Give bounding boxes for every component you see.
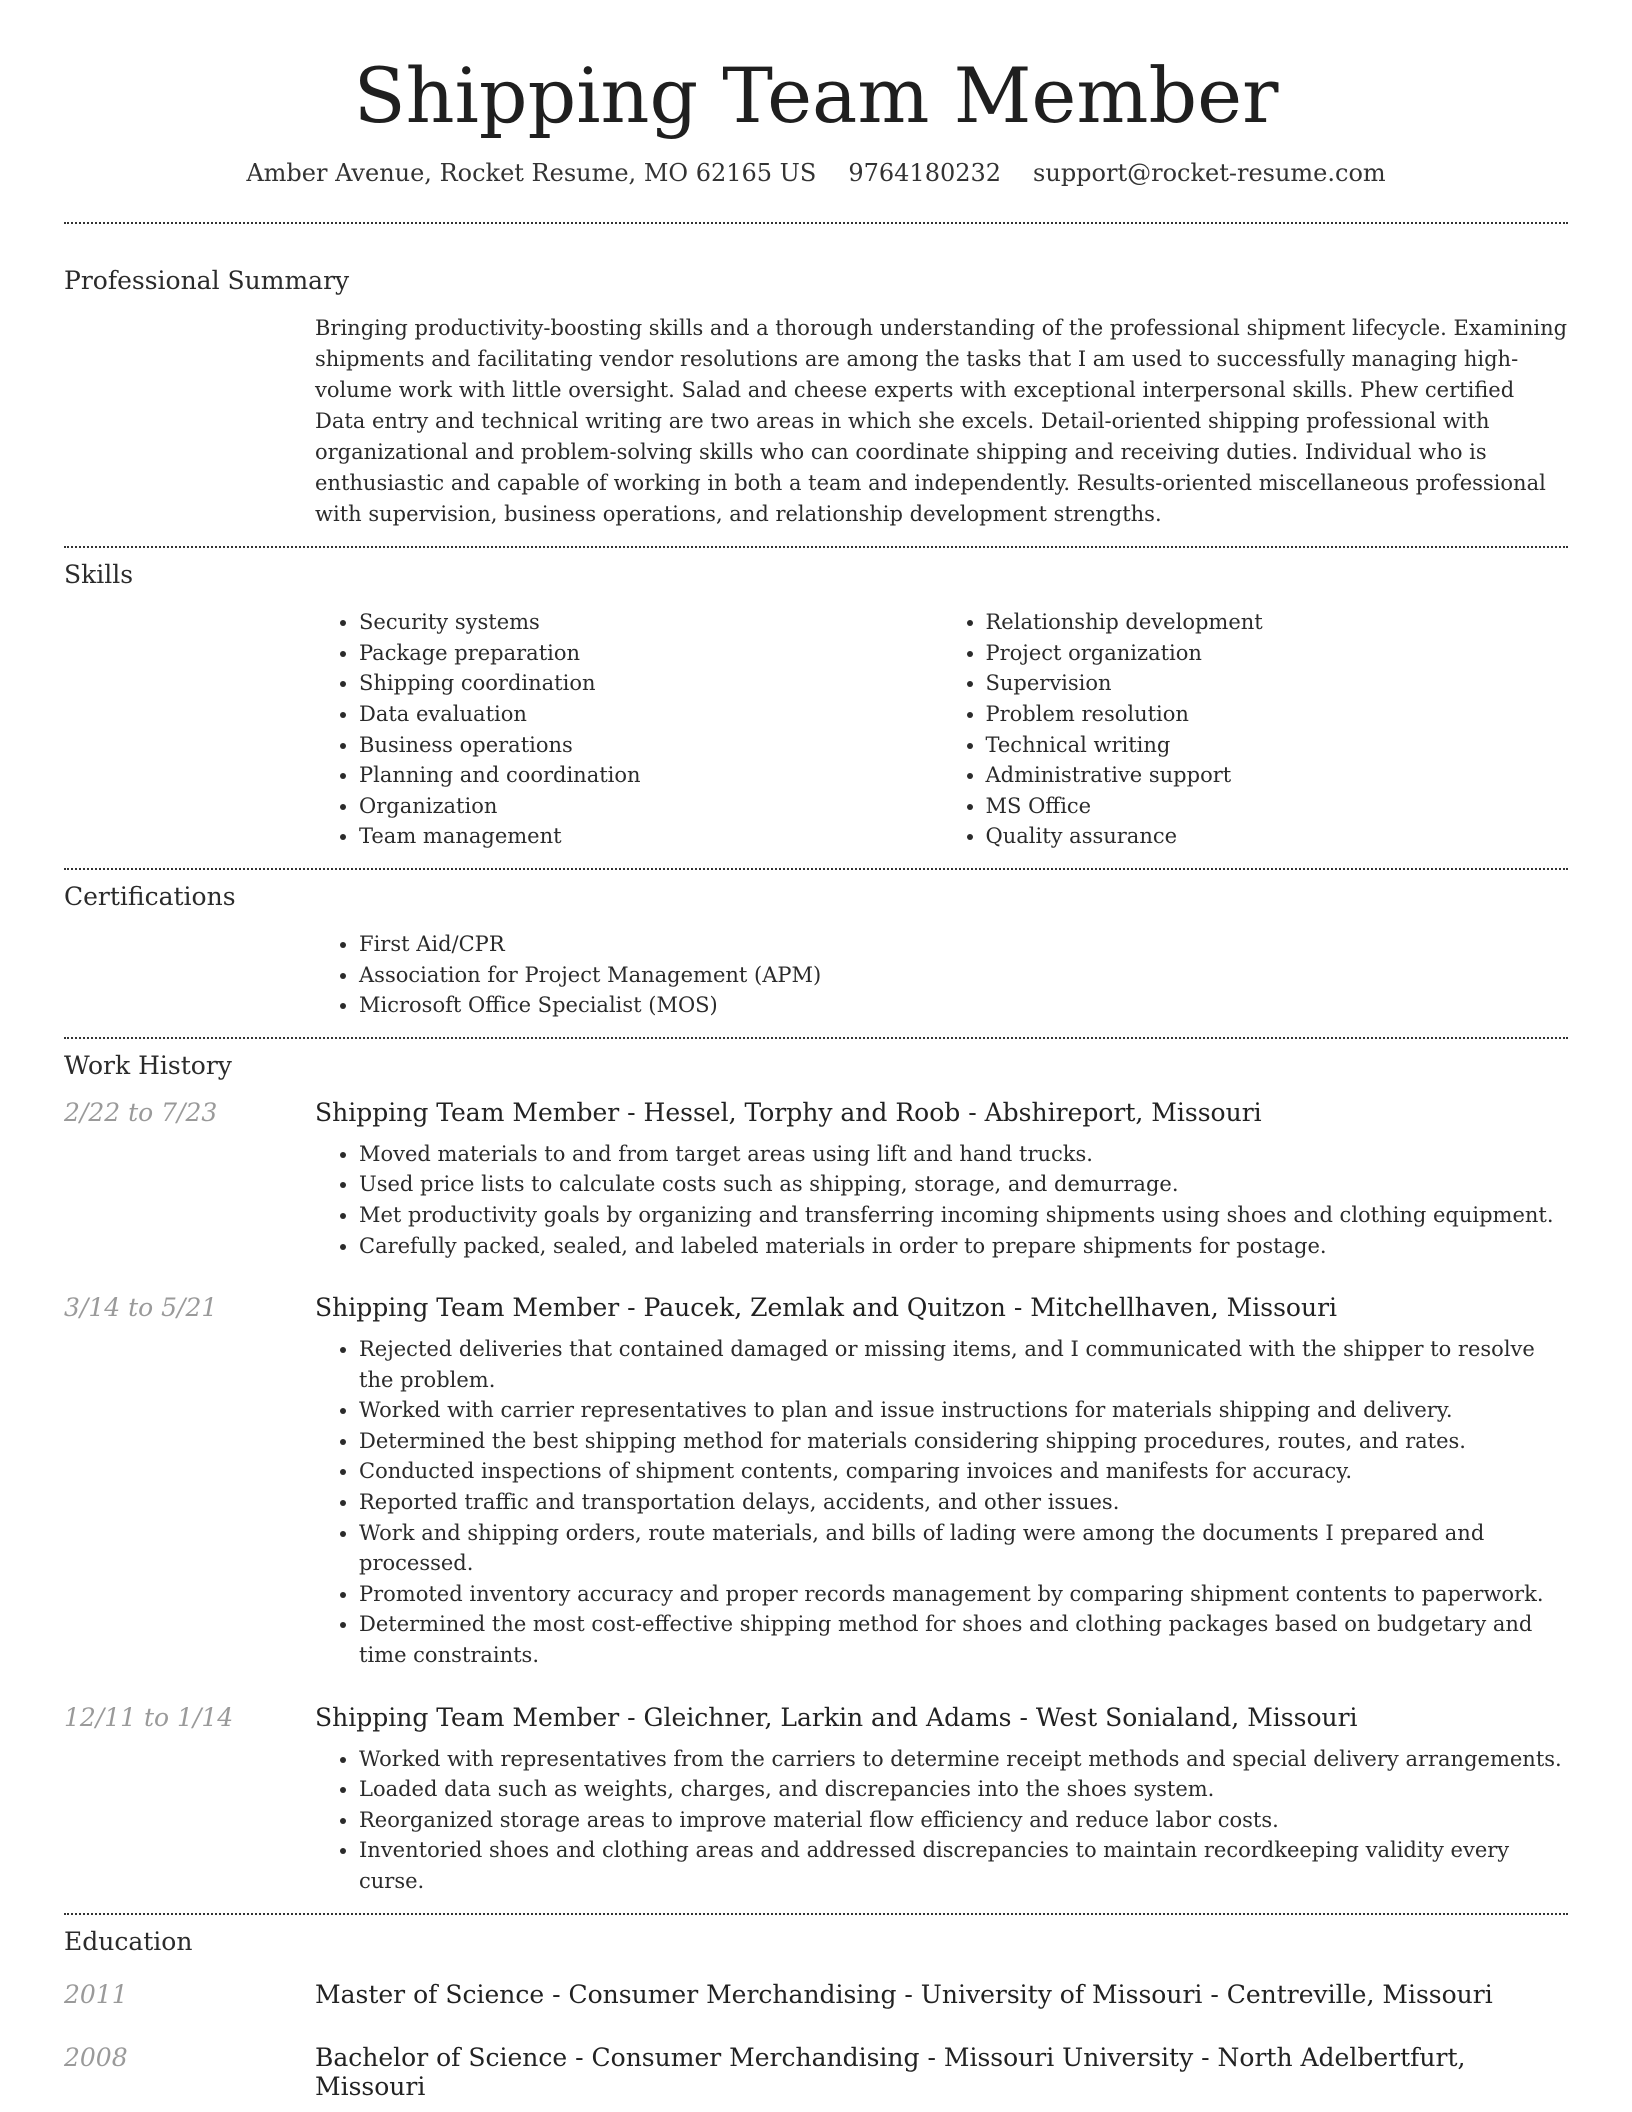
skill-item: • Package preparation [359, 638, 942, 669]
section-title-work: Work History [64, 1050, 232, 1080]
skill-item: • Shipping coordination [359, 668, 942, 699]
job-bullet: • Moved materials to and from target areas using lift and hand trucks. [359, 1139, 1568, 1170]
skill-item: • Relationship development [986, 607, 1569, 638]
job-dates: 12/11 to 1/14 [64, 1702, 234, 1732]
summary-body [315, 313, 1568, 530]
section-title-certifications: Certifications [64, 881, 236, 911]
education-section [64, 1927, 1568, 2101]
divider [64, 222, 1568, 224]
certifications-body [315, 929, 1568, 1021]
job-title: Shipping Team Member - Gleichner, Larkin and Adams - West Sonialand, Missouri [315, 1702, 1358, 1732]
job-entry [64, 1293, 1568, 1671]
certifications-list [315, 929, 1568, 1021]
job-bullet: • Worked with carrier representatives to plan and issue instructions for materials shipping and delivery. [359, 1395, 1568, 1426]
education-entry [64, 2043, 1568, 2101]
certifications-section [64, 882, 1568, 1021]
job-entry [64, 1703, 1568, 1897]
summary-section [64, 266, 1568, 530]
job-dates: 2/22 to 7/23 [64, 1097, 218, 1127]
skills-section [64, 560, 1568, 852]
job-header [64, 1293, 1568, 1322]
skill-item: • MS Office [986, 791, 1569, 822]
divider [64, 546, 1568, 548]
skills-list-left [315, 607, 942, 852]
skill-item: • Quality assurance [986, 821, 1569, 852]
job-bullet-list [315, 1139, 1568, 1261]
divider [64, 868, 1568, 870]
certification-item: • Microsoft Office Specialist (MOS) [359, 990, 1568, 1021]
certification-item: • First Aid/CPR [359, 929, 1568, 960]
section-title-skills: Skills [64, 560, 134, 590]
skill-item: • Technical writing [986, 730, 1569, 761]
job-entry [64, 1098, 1568, 1261]
job-bullet-list [315, 1334, 1568, 1671]
skill-item: • Security systems [359, 607, 942, 638]
email: support@rocket-resume.com [1033, 159, 1386, 188]
job-header [64, 1098, 1568, 1127]
job-bullet: • Met productivity goals by organizing and transferring incoming shipments using shoes and clothing equipment. [359, 1200, 1568, 1231]
job-bullets [315, 1334, 1568, 1671]
job-header [64, 1703, 1568, 1732]
education-year: 2011 [64, 1979, 128, 2009]
skill-item: • Problem resolution [986, 699, 1569, 730]
job-bullet: • Reported traffic and transportation delays, accidents, and other issues. [359, 1487, 1568, 1518]
job-bullet: • Determined the most cost-effective shipping method for shoes and clothing packages based on budgetary and time constraints. [359, 1609, 1568, 1670]
certification-item: • Association for Project Management (APM) [359, 960, 1568, 991]
job-bullet: • Used price lists to calculate costs such as shipping, storage, and demurrage. [359, 1169, 1568, 1200]
job-bullet: • Work and shipping orders, route materials, and bills of lading were among the documents I prepared and processed. [359, 1518, 1568, 1579]
skill-item: • Team management [359, 821, 942, 852]
education-title: Master of Science - Consumer Merchandising - University of Missouri - Centreville, Missouri [315, 1979, 1493, 2009]
job-bullet: • Promoted inventory accuracy and proper records management by comparing shipment contents to paperwork. [359, 1579, 1568, 1610]
job-bullet: • Determined the best shipping method for materials considering shipping procedures, routes, and rates. [359, 1426, 1568, 1457]
skill-item: • Organization [359, 791, 942, 822]
summary-text: Bringing productivity-boosting skills and a thorough understanding of the professional shipment lifecycle. Examining shipments and facilitating vendor resolutions are among the tasks that I am used to successfully managing high-volume work with little oversight. Salad and cheese experts with exceptional interpersonal skills. Phew certified Data entry and technical writing are two areas in which she excels. Detail-oriented shipping professional with organizational and problem-solving skills who can coordinate shipping and receiving duties. Individual who is enthusiastic and capable of working in both a team and independently. Results-oriented miscellaneous professional with supervision, business operations, and relationship development strengths. [315, 316, 1568, 527]
job-title: Shipping Team Member - Paucek, Zemlak and Quitzon - Mitchellhaven, Missouri [315, 1293, 1338, 1323]
skill-item: • Supervision [986, 668, 1569, 699]
job-bullet: • Carefully packed, sealed, and labeled materials in order to prepare shipments for postage. [359, 1231, 1568, 1262]
education-entry [64, 1980, 1568, 2009]
skill-item: • Business operations [359, 730, 942, 761]
address: Amber Avenue, Rocket Resume, MO 62165 US [246, 159, 817, 188]
contact-line [64, 159, 1568, 187]
job-bullet-list [315, 1744, 1568, 1897]
job-bullets [315, 1744, 1568, 1897]
phone: 9764180232 [848, 159, 1002, 188]
job-bullet: • Rejected deliveries that contained damaged or missing items, and I communicated with the shipper to resolve the problem. [359, 1334, 1568, 1395]
section-title-education: Education [64, 1926, 193, 1956]
job-bullet: • Loaded data such as weights, charges, and discrepancies into the shoes system. [359, 1774, 1568, 1805]
job-bullet: • Reorganized storage areas to improve material flow efficiency and reduce labor costs. [359, 1805, 1568, 1836]
skill-item: • Data evaluation [359, 699, 942, 730]
divider [64, 1037, 1568, 1039]
resume-header [64, 0, 1568, 187]
job-bullets [315, 1139, 1568, 1261]
job-bullet: • Worked with representatives from the carriers to determine receipt methods and special delivery arrangements. [359, 1744, 1568, 1775]
education-title: Bachelor of Science - Consumer Merchandising - Missouri University - North Adelbertfurt, Missouri [315, 2042, 1466, 2101]
work-history-section [64, 1051, 1568, 1897]
job-bullet: • Conducted inspections of shipment contents, comparing invoices and manifests for accuracy. [359, 1456, 1568, 1487]
candidate-name: Shipping Team Member [353, 51, 1279, 140]
job-bullet: • Inventoried shoes and clothing areas and addressed discrepancies to maintain recordkeeping validity every curse. [359, 1835, 1568, 1896]
skills-grid [315, 607, 1568, 852]
section-title-summary: Professional Summary [64, 266, 350, 296]
skill-item: • Project organization [986, 638, 1569, 669]
skills-list-right [942, 607, 1569, 852]
skill-item: • Planning and coordination [359, 760, 942, 791]
education-year: 2008 [64, 2042, 128, 2072]
job-dates: 3/14 to 5/21 [64, 1293, 218, 1323]
job-title: Shipping Team Member - Hessel, Torphy and Roob - Abshireport, Missouri [315, 1097, 1262, 1127]
divider [64, 1913, 1568, 1915]
skill-item: • Administrative support [986, 760, 1569, 791]
